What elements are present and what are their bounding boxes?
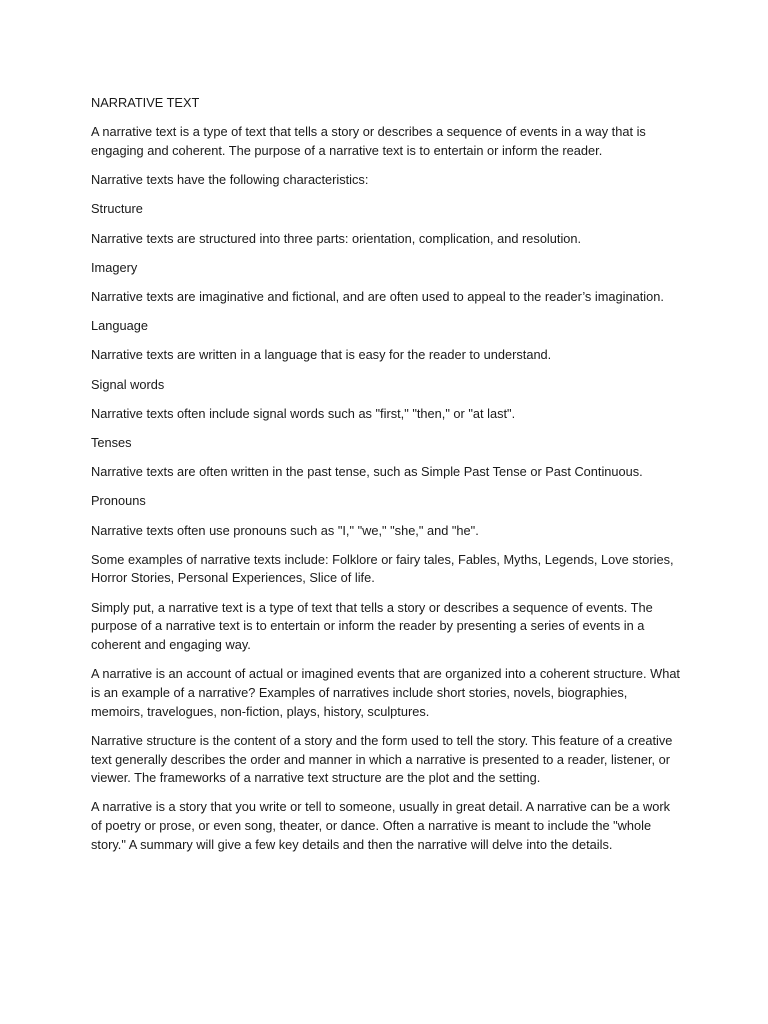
- section-heading-tenses: Tenses: [91, 434, 132, 450]
- structure-paragraph: Narrative structure is the content of a story and the form used to tell the story. This feature of a creative text generally describes the order and manner in which a narrative is presented to a reader, listener, or viewer. The frameworks of a narrative text structure are the plot and the setting.: [91, 732, 673, 786]
- section-heading-pronouns: Pronouns: [91, 493, 146, 509]
- section-body-signal-words: Narrative texts often include signal words such as "first," "then," or "at last".: [91, 405, 516, 421]
- section-body-imagery: Narrative texts are imaginative and fictional, and are often used to appeal to the reader’s imagination.: [91, 288, 664, 304]
- section-heading-imagery: Imagery: [91, 259, 138, 275]
- characteristics-lead: Narrative texts have the following characteristics:: [91, 172, 369, 188]
- section-heading-language: Language: [91, 318, 148, 334]
- section-body-pronouns: Narrative texts often use pronouns such as "I," "we," "she," and "he".: [91, 522, 479, 538]
- examples-paragraph: Some examples of narrative texts include: Folklore or fairy tales, Fables, Myths, Legends, Love stories, Horror Stories, Personal Experiences, Slice of life.: [91, 551, 674, 586]
- section-heading-signal-words: Signal words: [91, 376, 165, 392]
- section-body-language: Narrative texts are written in a language that is easy for the reader to understand.: [91, 347, 552, 363]
- intro-paragraph: A narrative text is a type of text that tells a story or describes a sequence of events in a way that is engaging and coherent. The purpose of a narrative text is to entertain or inform the reader.: [91, 124, 646, 158]
- section-heading-structure: Structure: [91, 201, 143, 217]
- summary-paragraph: Simply put, a narrative text is a type of text that tells a story or describes a sequence of events. The purpose of a narrative text is to entertain or inform the reader by presenting a series of events in a coherent and engaging way.: [91, 599, 653, 653]
- section-body-tenses: Narrative texts are often written in the past tense, such as Simple Past Tense or Past Continuous.: [91, 464, 643, 480]
- detail-paragraph: A narrative is a story that you write or tell to someone, usually in great detail. A narrative can be a work of poetry or prose, or even song, theater, or dance. Often a narrative is meant to include the "whole story." A summary will give a few key details and then the narrative will delve into the details.: [91, 799, 670, 852]
- section-body-structure: Narrative texts are structured into three parts: orientation, complication, and resolution.: [91, 230, 582, 246]
- document-title: NARRATIVE TEXT: [91, 95, 200, 110]
- definition-paragraph: A narrative is an account of actual or imagined events that are organized into a coherent structure. What is an example of a narrative? Examples of narratives include short stories, novels, biographies, memoirs, travelogues, non-fiction, plays, history, sculptures.: [91, 666, 680, 719]
- document-page: [91, 94, 681, 865]
